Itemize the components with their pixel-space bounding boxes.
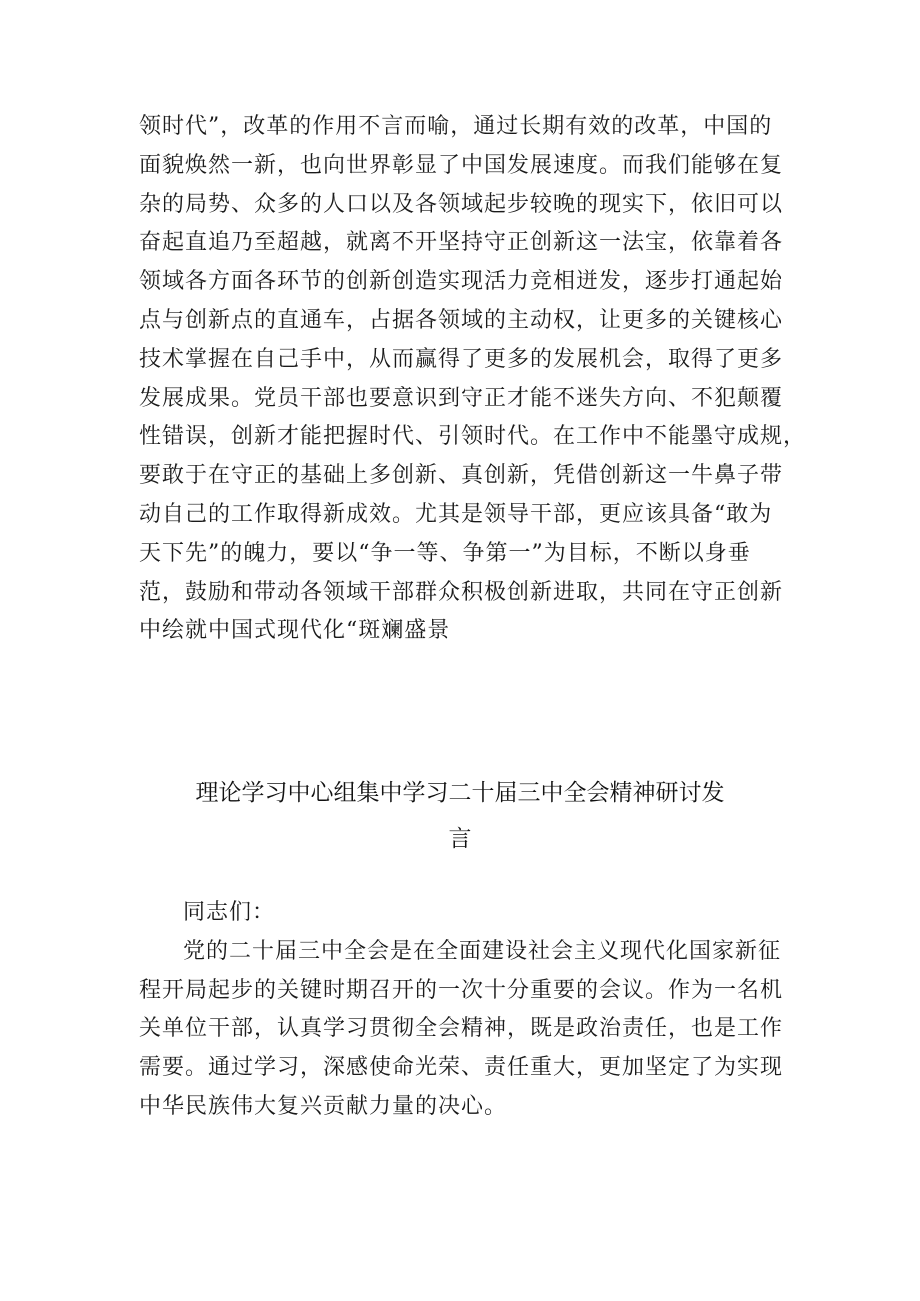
paragraph-line: 奋起直追乃至超越，就离不开坚持守正创新这一法宝，依靠着各 [139,230,784,256]
paragraph-line: 党的二十届三中全会是在全面建设社会主义现代化国家新征 [183,938,782,964]
section-title-line-1: 理论学习中心组集中学习二十届三中全会精神研讨发 [195,780,725,806]
salutation: 同志们： [183,900,276,925]
paragraph-line: 天下先”的魄力，要以“争一等、争第一”为目标，不断以身垂 [139,540,751,566]
paragraph-line: 性错误，创新才能把握时代、引领时代。在工作中不能墨守成规， [139,424,807,450]
speech-body [139,894,799,1127]
paragraph-line: 点与创新点的直通车，占据各领域的主动权，让更多的关键核心 [139,307,784,333]
paragraph-line: 需要。通过学习，深感使命光荣、责任重大，更加坚定了为实现 [139,1055,784,1081]
paragraph-line: 杂的局势、众多的人口以及各领域起步较晚的现实下，依旧可以 [139,191,784,217]
paragraph-line: 中华民族伟大复兴贡献力量的决心。 [139,1093,508,1119]
paragraph-line: 要敢于在守正的基础上多创新、真创新，凭借创新这一牛鼻子带 [139,463,784,489]
paragraph-line: 关单位干部，认真学习贯彻全会精神，既是政治责任，也是工作 [139,1016,784,1042]
continued-paragraph [139,108,807,651]
paragraph-line: 面貌焕然一新，也向世界彰显了中国发展速度。而我们能够在复 [139,152,784,178]
section-title-line-2: 言 [448,826,472,852]
paragraph-line: 程开局起步的关键时期召开的一次十分重要的会议。作为一名机 [139,977,784,1003]
paragraph-line: 范，鼓励和带动各领域干部群众积极创新进取，共同在守正创新 [139,579,784,605]
paragraph-line: 领域各方面各环节的创新创造实现活力竞相迸发，逐步打通起始 [139,269,784,295]
paragraph-line: 动自己的工作取得新成效。尤其是领导干部，更应该具备“敢为 [139,501,773,527]
paragraph-line: 发展成果。党员干部也要意识到守正才能不迷失方向、不犯颠覆 [139,385,784,411]
paragraph-line: 中绘就中国式现代化“斑斓盛景 [139,618,451,644]
paragraph-line: 领时代”，改革的作用不言而喻，通过长期有效的改革，中国的 [139,114,773,139]
section-title [0,770,920,862]
paragraph-line: 技术掌握在自己手中，从而赢得了更多的发展机会，取得了更多 [139,346,784,372]
